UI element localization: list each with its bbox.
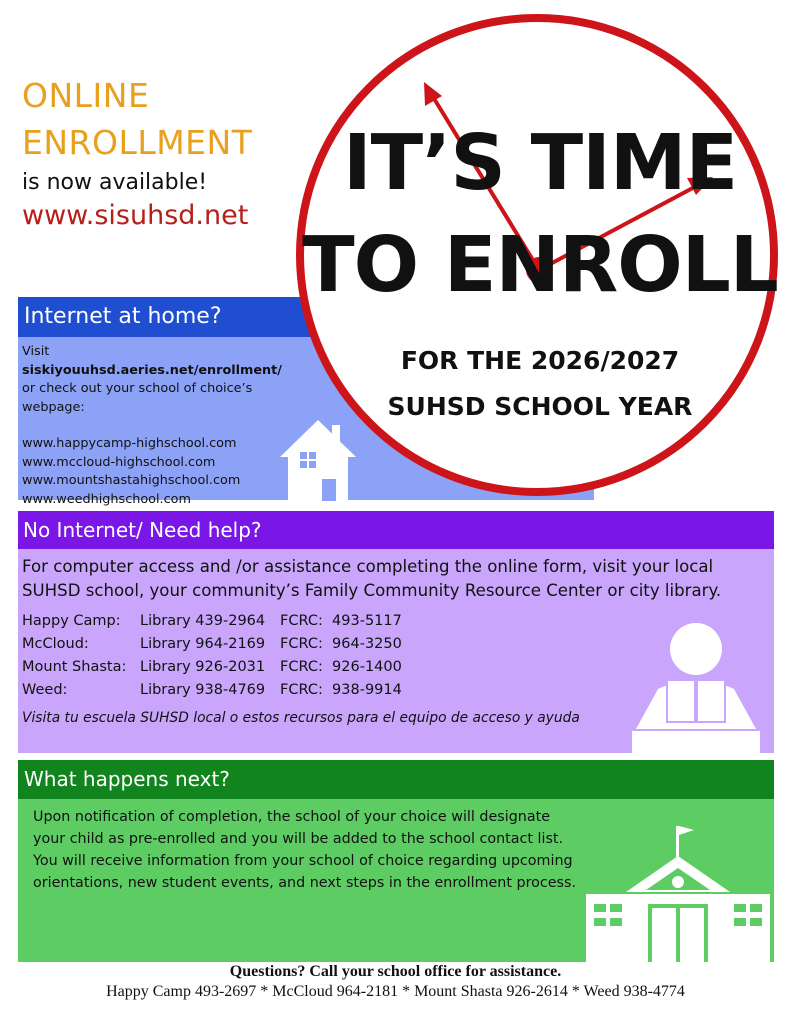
library-phone: Library 926-2031 bbox=[140, 659, 266, 675]
reader-icon bbox=[628, 619, 764, 753]
school-url[interactable]: www.mountshastahighschool.com bbox=[22, 473, 241, 488]
subtitle-line-1: FOR THE 2026/2027 bbox=[400, 346, 680, 375]
subtitle-line-2: SUHSD SCHOOL YEAR bbox=[387, 392, 693, 421]
resource-row bbox=[22, 682, 402, 698]
town-name: Mount Shasta: bbox=[22, 659, 127, 675]
school-url[interactable]: www.happycamp-highschool.com bbox=[22, 436, 237, 451]
resource-row bbox=[22, 636, 402, 652]
website-link[interactable]: www.sisuhsd.net bbox=[22, 200, 249, 231]
school-icon bbox=[586, 820, 770, 962]
what-happens-next-section bbox=[18, 760, 774, 962]
resource-row bbox=[22, 659, 402, 675]
headline-line-2: TO ENROLL bbox=[302, 221, 778, 310]
check-school-text: or check out your school of choice’s webpage: bbox=[22, 381, 253, 415]
heading-line-2: ENROLLMENT bbox=[22, 123, 253, 162]
next-section-text: Upon notification of completion, the school of your choice will designate your child as pre-enrolled and you will be added to the school contact list. You will receive information from your school of choice regarding upcoming orientations, new student events, and next steps in the enrollment process. bbox=[33, 809, 576, 891]
town-name: Weed: bbox=[22, 682, 68, 698]
library-phone: Library 439-2964 bbox=[140, 613, 266, 629]
enroll-headline bbox=[300, 113, 780, 317]
town-name: Happy Camp: bbox=[22, 613, 121, 629]
school-url[interactable]: www.weedhighschool.com bbox=[22, 491, 191, 507]
fcrc-phone: FCRC: 964-3250 bbox=[280, 636, 402, 652]
need-help-section bbox=[18, 511, 774, 753]
fcrc-phone: FCRC: 493-5117 bbox=[280, 613, 402, 629]
town-name: McCloud: bbox=[22, 636, 89, 652]
school-url[interactable]: www.mccloud-highschool.com bbox=[22, 454, 216, 470]
heading-line-1: ONLINE bbox=[22, 76, 150, 115]
internet-section-body bbox=[22, 343, 312, 509]
online-enrollment-heading bbox=[22, 72, 252, 166]
school-phone-numbers: Happy Camp 493-2697 * McCloud 964-2181 * Mount Shasta 926-2614 * Weed 938-4774 bbox=[106, 983, 685, 1000]
help-section-title: No Internet/ Need help? bbox=[18, 511, 774, 549]
available-text: is now available! bbox=[22, 170, 208, 195]
fcrc-phone: FCRC: 938-9914 bbox=[280, 682, 402, 698]
portal-link[interactable]: siskiyouuhsd.aeries.net/enrollment/ bbox=[22, 362, 282, 378]
school-year-subtitle bbox=[300, 338, 780, 430]
library-phone: Library 938-4769 bbox=[140, 682, 266, 698]
spanish-note: Visita tu escuela SUHSD local o estos recursos para el equipo de acceso y ayuda bbox=[22, 710, 580, 726]
internet-section-title: Internet at home? bbox=[18, 297, 594, 337]
library-phone: Library 964-2169 bbox=[140, 636, 266, 652]
visit-label: Visit bbox=[22, 344, 50, 359]
help-section-text: For computer access and /or assistance completing the online form, visit your local SUHSD school, your community’s Family Community Resource Center or city library. bbox=[22, 557, 722, 600]
questions-line: Questions? Call your school office for assistance. bbox=[229, 963, 562, 980]
fcrc-phone: FCRC: 926-1400 bbox=[280, 659, 402, 675]
next-section-title: What happens next? bbox=[18, 760, 774, 799]
resource-row bbox=[22, 613, 402, 629]
headline-line-1: IT’S TIME bbox=[342, 119, 738, 208]
